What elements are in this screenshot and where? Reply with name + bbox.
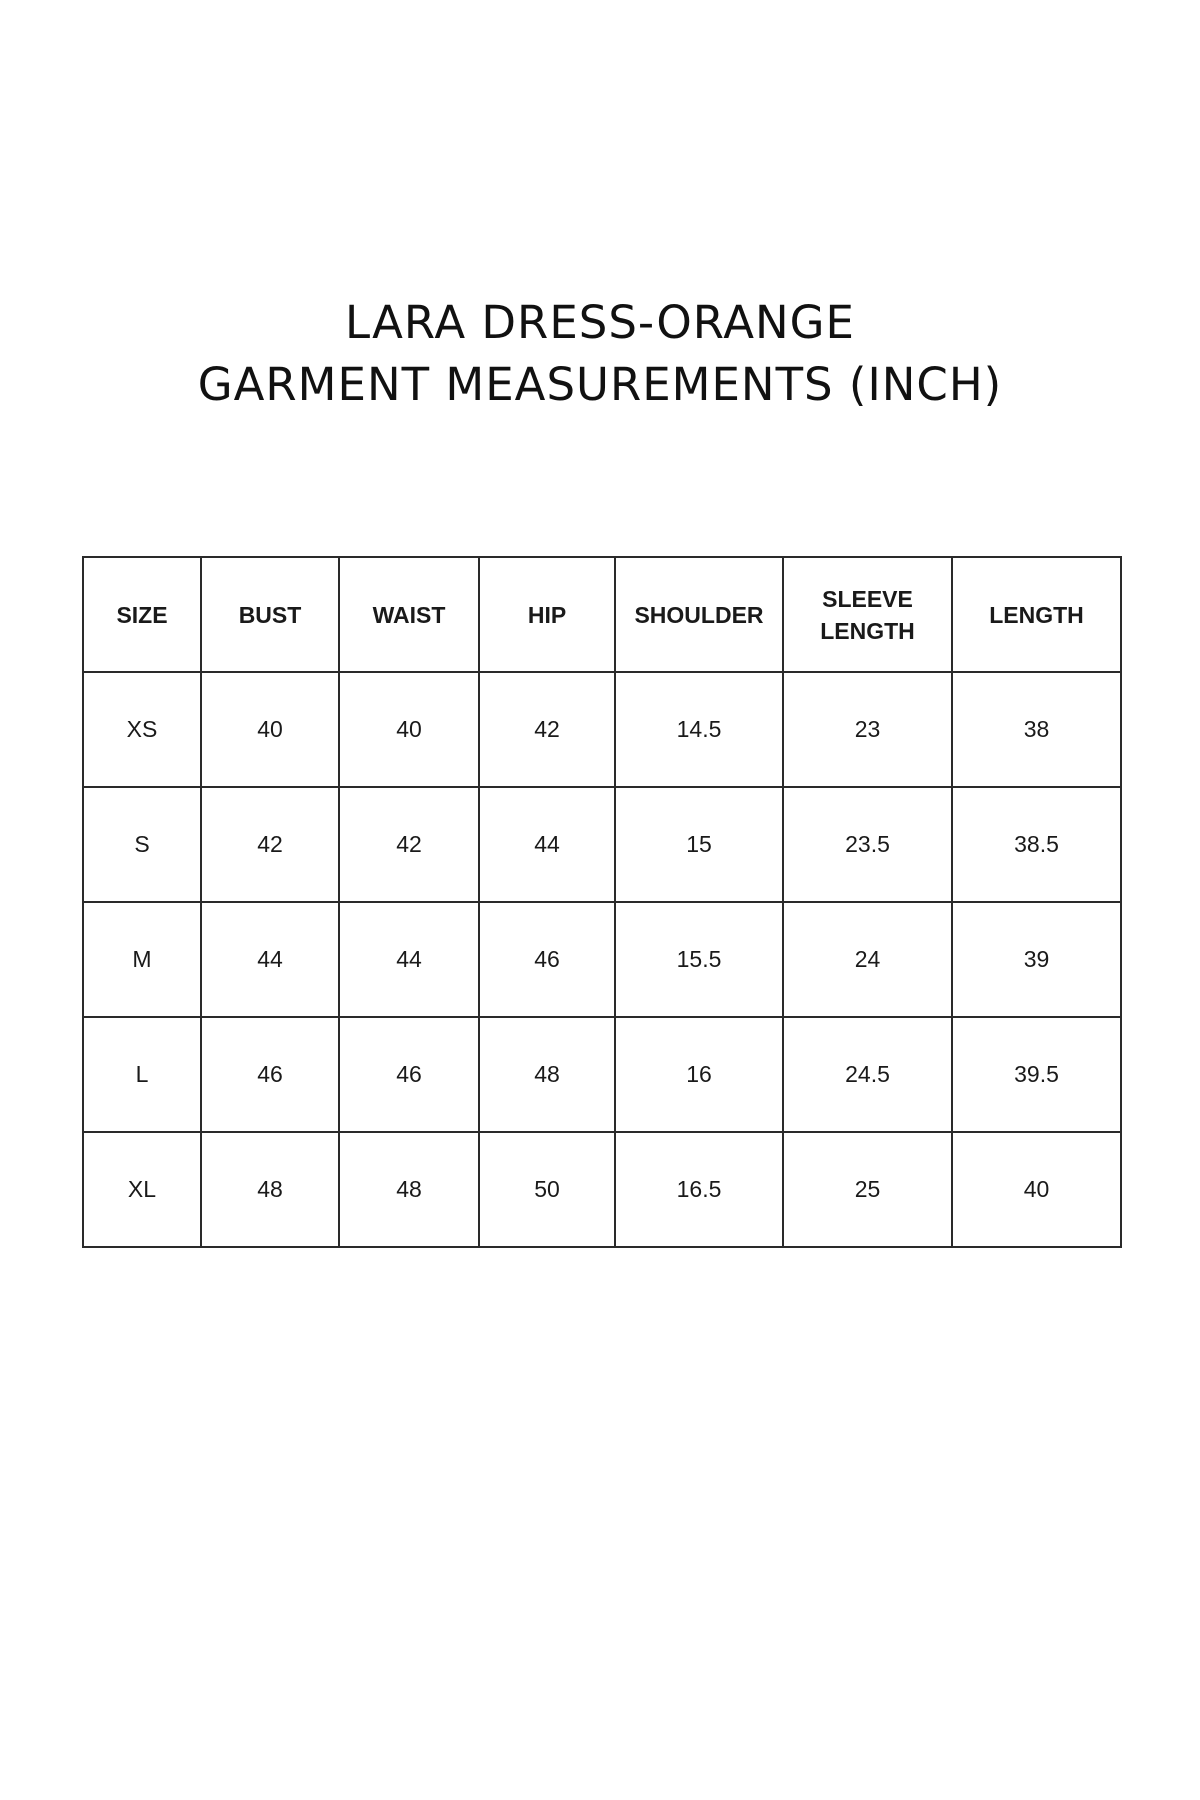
- cell-length: 39: [952, 902, 1121, 1017]
- cell-size: S: [83, 787, 201, 902]
- header-bust: BUST: [201, 557, 339, 672]
- cell-shoulder: 16: [615, 1017, 783, 1132]
- cell-waist: 46: [339, 1017, 479, 1132]
- cell-bust: 48: [201, 1132, 339, 1247]
- cell-size: XS: [83, 672, 201, 787]
- cell-sleeve-length: 23.5: [783, 787, 952, 902]
- header-size: SIZE: [83, 557, 201, 672]
- size-chart-table: [82, 556, 1122, 1248]
- cell-bust: 46: [201, 1017, 339, 1132]
- cell-length: 38: [952, 672, 1121, 787]
- header-length: LENGTH: [952, 557, 1121, 672]
- cell-bust: 40: [201, 672, 339, 787]
- cell-sleeve-length: 25: [783, 1132, 952, 1247]
- cell-size: M: [83, 902, 201, 1017]
- header-sleeve-length: SLEEVE LENGTH: [783, 557, 952, 672]
- header-waist: WAIST: [339, 557, 479, 672]
- cell-shoulder: 14.5: [615, 672, 783, 787]
- header-hip: HIP: [479, 557, 615, 672]
- cell-hip: 46: [479, 902, 615, 1017]
- table-row: [83, 672, 1121, 787]
- header-shoulder: SHOULDER: [615, 557, 783, 672]
- table-row: [83, 1132, 1121, 1247]
- cell-waist: 48: [339, 1132, 479, 1247]
- cell-sleeve-length: 24.5: [783, 1017, 952, 1132]
- page-title: [0, 292, 1200, 416]
- table-header-row: [83, 557, 1121, 672]
- cell-hip: 42: [479, 672, 615, 787]
- cell-bust: 44: [201, 902, 339, 1017]
- table-row: [83, 787, 1121, 902]
- cell-bust: 42: [201, 787, 339, 902]
- table-row: [83, 902, 1121, 1017]
- cell-waist: 44: [339, 902, 479, 1017]
- cell-hip: 50: [479, 1132, 615, 1247]
- table-row: [83, 1017, 1121, 1132]
- cell-waist: 40: [339, 672, 479, 787]
- title-measurements-caption: GARMENT MEASUREMENTS (INCH): [197, 358, 1003, 411]
- cell-hip: 44: [479, 787, 615, 902]
- cell-length: 39.5: [952, 1017, 1121, 1132]
- cell-length: 38.5: [952, 787, 1121, 902]
- cell-hip: 48: [479, 1017, 615, 1132]
- title-product-name: LARA DRESS-ORANGE: [344, 296, 855, 349]
- cell-shoulder: 15.5: [615, 902, 783, 1017]
- cell-shoulder: 15: [615, 787, 783, 902]
- cell-sleeve-length: 23: [783, 672, 952, 787]
- cell-length: 40: [952, 1132, 1121, 1247]
- cell-shoulder: 16.5: [615, 1132, 783, 1247]
- cell-waist: 42: [339, 787, 479, 902]
- cell-size: XL: [83, 1132, 201, 1247]
- cell-size: L: [83, 1017, 201, 1132]
- cell-sleeve-length: 24: [783, 902, 952, 1017]
